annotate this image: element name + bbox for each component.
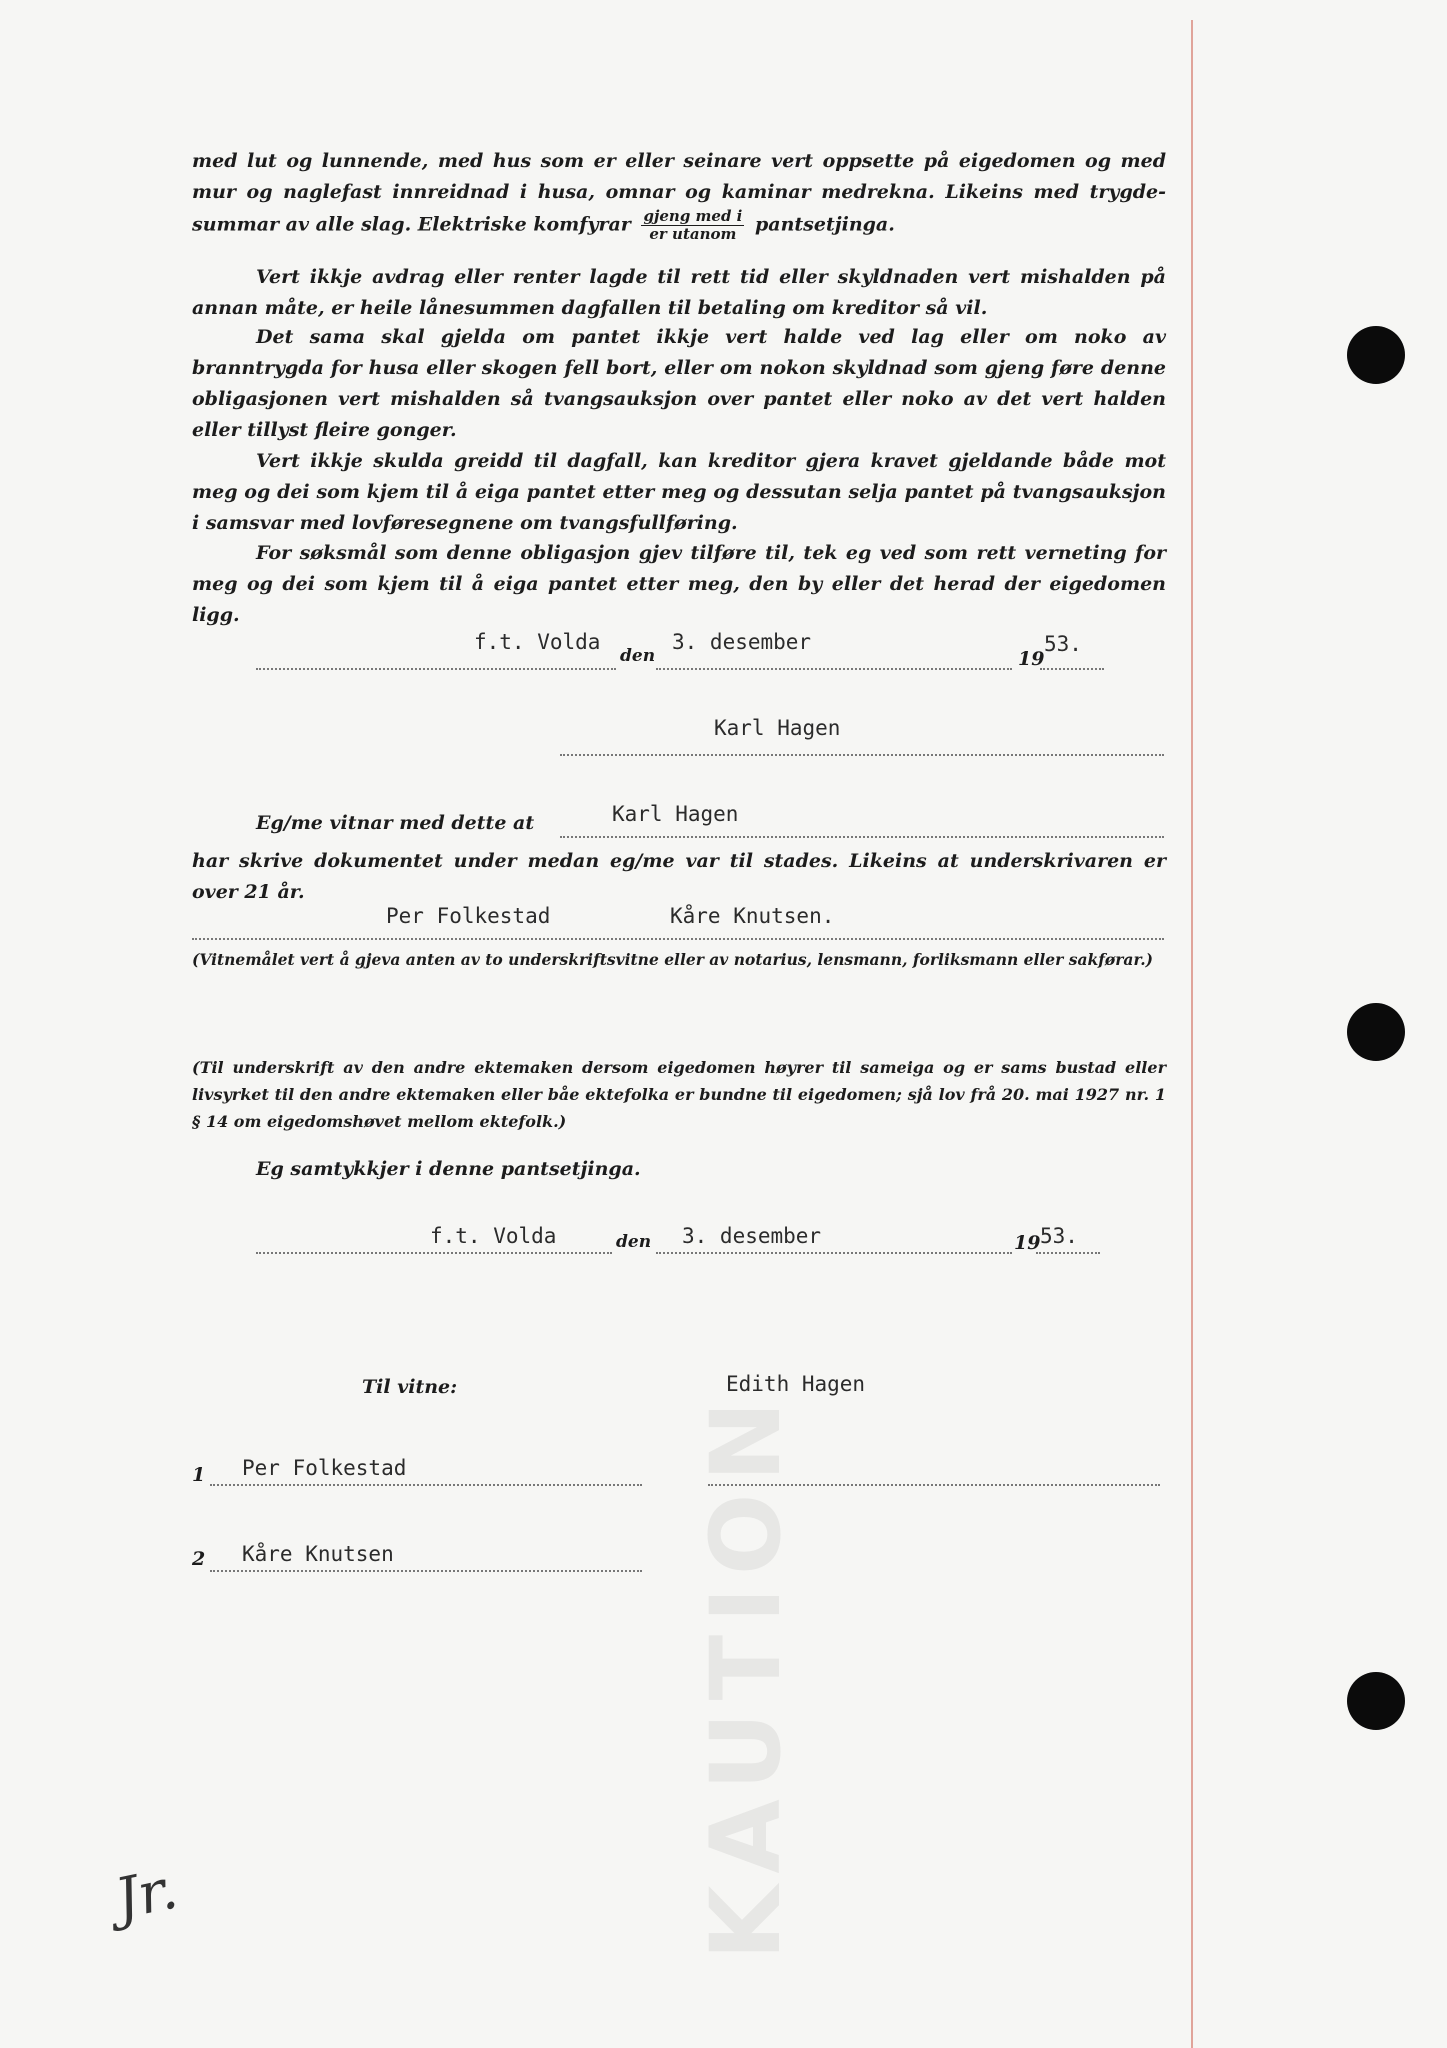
punch-hole-bottom: [1347, 1672, 1405, 1730]
paragraph-insurance-clause: Det sama skal gjelda om pantet ikkje vert halde ved lag eller om noko av branntrygda for husa eller skogen fell bort, eller om nokon skyldnad som gjeng føre denne obligasjonen vert mishalden så tvangsauksjon over pantet eller noko av det vert halden eller tillyst fleire gonger.: [192, 326, 1166, 441]
witness-list-number-2: 2: [192, 1548, 206, 1570]
date1-day: 3. desember: [672, 630, 812, 654]
witness-attested-name: Karl Hagen: [612, 802, 739, 826]
date1-year-line: [1040, 668, 1104, 670]
punch-hole-middle: [1347, 1003, 1405, 1061]
fraction-denominator: er utanom: [649, 225, 737, 243]
signature2-line: [708, 1484, 1160, 1486]
witness-note: (Vitnemålet vert å gjeva anten av to underskriftsvitne eller av notarius, lensmann, forliksmann eller sakførar.): [192, 950, 1153, 969]
witness-signature-line: [192, 938, 1164, 940]
date2-place-line: [256, 1252, 612, 1254]
date1-den-label: den: [620, 646, 656, 666]
spouse-note: (Til underskrift av den andre ektemaken dersom eigedomen høyrer til sameiga og er sams bustad eller livsyrket til den andre ektemaken eller båe ektefolka er bundne til eigedomen; sjå lov frå 20. mai 1927 nr. 1 § 14 om eigedomshøvet mellom ektefolk.): [192, 1058, 1166, 1131]
date2-year-suffix: 53.: [1040, 1224, 1078, 1248]
witness-list-name-1: Per Folkestad: [242, 1456, 407, 1480]
date2-day: 3. desember: [682, 1224, 822, 1248]
til-vitne-label: Til vitne:: [362, 1376, 458, 1398]
witness-label: Eg/me vitnar med dette at: [256, 812, 535, 834]
signature2-name: Edith Hagen: [726, 1372, 866, 1396]
handwritten-initial: Jr.: [109, 1856, 183, 1933]
date2-place: f.t. Volda: [430, 1224, 557, 1248]
date1-year-prefix: 19: [1018, 648, 1045, 670]
date1-place: f.t. Volda: [474, 630, 601, 654]
date2-den-label: den: [616, 1232, 652, 1252]
paragraph-text: med lut og lunnende, med hus som er eller seinare vert oppsette på eigedomen og med mur og naglefast innreidnad i husa, omnar og kaminar medrekna. Likeins med trygde-summar av alle slag. Elektriske komfyrar: [192, 150, 1166, 236]
paragraph-default-clause: Vert ikkje avdrag eller renter lagde til rett tid eller skyldnaden vert mishalden på annan måte, er heile lånesummen dagfallen til betaling om kreditor så vil.: [192, 266, 1166, 319]
paragraph-text-end: pantsetjinga.: [754, 213, 895, 236]
witness-list-name-2: Kåre Knutsen: [242, 1542, 394, 1566]
witness1-signature: Per Folkestad: [386, 904, 551, 928]
punch-hole-top: [1347, 326, 1405, 384]
paragraph-venue-clause: For søksmål som denne obligasjon gjev tilføre til, tek eg ved som rett verneting for meg og dei som kjem til å eiga pantet etter meg, den by eller det herad der eigedomen ligg.: [192, 542, 1166, 626]
witness-name-line: [560, 836, 1164, 838]
date2-day-line: [656, 1252, 1012, 1254]
date2-year-prefix: 19: [1014, 1232, 1041, 1254]
fraction-choice: [641, 208, 744, 243]
witness-list-number-1: 1: [192, 1464, 206, 1486]
signature1-line: [560, 754, 1164, 756]
bleed-through-watermark: KAUTION: [690, 1389, 802, 1960]
date1-place-line: [256, 668, 616, 670]
fraction-numerator: gjeng med i: [643, 207, 743, 225]
witness2-signature: Kåre Knutsen.: [670, 904, 835, 928]
date1-year-suffix: 53.: [1044, 632, 1082, 656]
paragraph-enforcement-clause: Vert ikkje skulda greidd til dagfall, kan kreditor gjera kravet gjeldande både mot meg og dei som kjem til å eiga pantet etter meg og dessutan selja pantet på tvangsauksjon i samsvar med lovføresegnene om tvangsfullføring.: [192, 450, 1166, 534]
witness-list-line-1: [210, 1484, 642, 1486]
date2-year-line: [1036, 1252, 1100, 1254]
witness-list-line-2: [210, 1570, 642, 1572]
date1-day-line: [656, 668, 1012, 670]
margin-rule: [1191, 20, 1193, 2048]
paragraph-property-clause: [192, 146, 1166, 243]
consent-statement: Eg samtykkjer i denne pantsetjinga.: [256, 1158, 641, 1180]
witness-statement: har skrive dokumentet under medan eg/me var til stades. Likeins at underskrivaren er over 21 år.: [192, 850, 1166, 903]
signature1-name: Karl Hagen: [714, 716, 841, 740]
